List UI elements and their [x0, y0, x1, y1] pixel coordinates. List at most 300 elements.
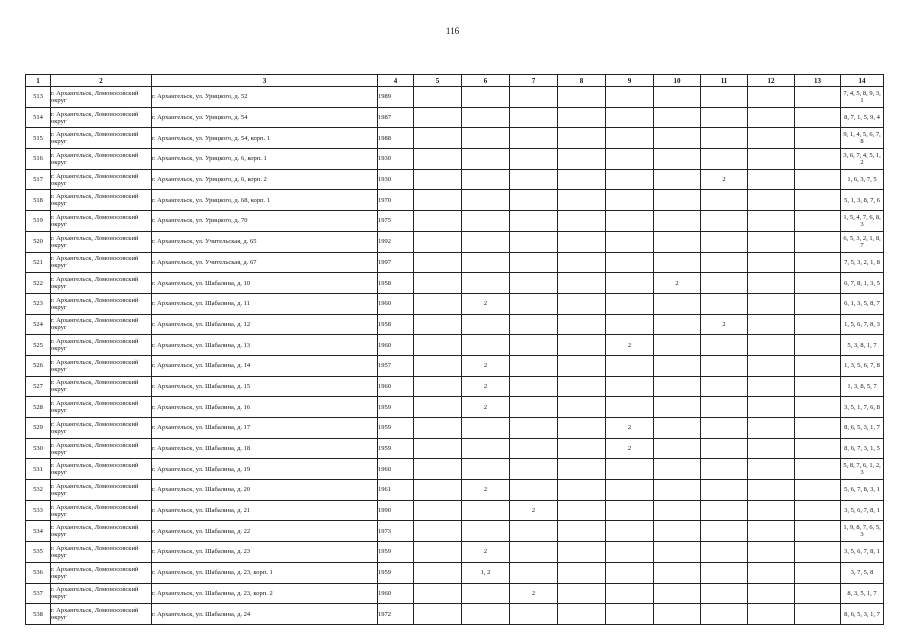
col10-cell [654, 314, 701, 335]
district-cell: г. Архангельск, Ломоносовский округ [51, 273, 152, 294]
col11-cell [701, 562, 748, 583]
col8-cell [558, 418, 606, 439]
col8-cell [558, 273, 606, 294]
col14-cell: 1, 5, 4, 7, 6, 8, 3 [841, 211, 884, 232]
table-row [26, 500, 884, 521]
col7-cell [510, 355, 558, 376]
col5-cell [414, 231, 462, 252]
row-number-cell: 538 [26, 604, 51, 625]
address-cell: г. Архангельск, ул. Шабалина, д. 10 [152, 273, 378, 294]
col8-cell [558, 438, 606, 459]
address-cell: г. Архангельск, ул. Шабалина, д. 24 [152, 604, 378, 625]
col8-cell [558, 521, 606, 542]
col5-cell [414, 500, 462, 521]
col11-cell [701, 438, 748, 459]
col14-cell: 5, 6, 7, 8, 3, 1 [841, 480, 884, 501]
district-cell: г. Архангельск, Ломоносовский округ [51, 418, 152, 439]
table-row [26, 293, 884, 314]
col7-cell [510, 604, 558, 625]
district-cell: г. Архангельск, Ломоносовский округ [51, 335, 152, 356]
col14-cell: 9, 1, 4, 5, 6, 7, 8 [841, 128, 884, 149]
col5-cell [414, 273, 462, 294]
column-header: 2 [51, 75, 152, 87]
row-number-cell: 520 [26, 231, 51, 252]
col14-cell: 8, 6, 5, 3, 1, 7 [841, 418, 884, 439]
col11-cell [701, 87, 748, 108]
col13-cell [795, 500, 841, 521]
col8-cell [558, 128, 606, 149]
col5-cell [414, 149, 462, 170]
col10-cell [654, 87, 701, 108]
row-number-cell: 529 [26, 418, 51, 439]
address-cell: г. Архангельск, ул. Урицкого, д. 70 [152, 211, 378, 232]
col8-cell [558, 252, 606, 273]
col14-cell: 1, 9, 8, 7, 6, 5, 3 [841, 521, 884, 542]
col12-cell [748, 521, 795, 542]
col11-cell [701, 459, 748, 480]
col13-cell [795, 542, 841, 563]
col7-cell [510, 231, 558, 252]
district-cell: г. Архангельск, Ломоносовский округ [51, 169, 152, 190]
col5-cell [414, 480, 462, 501]
column-header: 10 [654, 75, 701, 87]
column-header: 1 [26, 75, 51, 87]
col12-cell [748, 397, 795, 418]
col6-cell [462, 231, 510, 252]
col7-cell [510, 376, 558, 397]
table-row [26, 459, 884, 480]
year-cell: 1972 [378, 604, 414, 625]
col10-cell [654, 604, 701, 625]
district-cell: г. Архангельск, Ломоносовский округ [51, 107, 152, 128]
col5-cell [414, 169, 462, 190]
col6-cell [462, 87, 510, 108]
col5-cell [414, 438, 462, 459]
row-number-cell: 521 [26, 252, 51, 273]
table-row [26, 480, 884, 501]
col10-cell [654, 335, 701, 356]
col12-cell [748, 418, 795, 439]
col9-cell [606, 583, 654, 604]
table-row [26, 231, 884, 252]
address-cell: г. Архангельск, ул. Учительская, д. 67 [152, 252, 378, 273]
col14-cell: 8, 3, 5, 1, 7 [841, 583, 884, 604]
col8-cell [558, 335, 606, 356]
address-cell: г. Архангельск, ул. Шабалина, д. 14 [152, 355, 378, 376]
row-number-cell: 518 [26, 190, 51, 211]
col12-cell [748, 87, 795, 108]
col9-cell [606, 149, 654, 170]
col11-cell [701, 252, 748, 273]
registry-table [25, 74, 884, 625]
col11-cell [701, 293, 748, 314]
year-cell: 1959 [378, 542, 414, 563]
col5-cell [414, 211, 462, 232]
col8-cell [558, 562, 606, 583]
col13-cell [795, 293, 841, 314]
col6-cell [462, 438, 510, 459]
col9-cell: 2 [606, 418, 654, 439]
address-cell: г. Архангельск, ул. Шабалина, д. 21 [152, 500, 378, 521]
year-cell: 1970 [378, 190, 414, 211]
col7-cell [510, 149, 558, 170]
col9-cell: 2 [606, 438, 654, 459]
table-row [26, 107, 884, 128]
col13-cell [795, 459, 841, 480]
district-cell: г. Архангельск, Ломоносовский округ [51, 211, 152, 232]
district-cell: г. Архангельск, Ломоносовский округ [51, 252, 152, 273]
col12-cell [748, 500, 795, 521]
col8-cell [558, 149, 606, 170]
district-cell: г. Архангельск, Ломоносовский округ [51, 128, 152, 149]
year-cell: 1997 [378, 252, 414, 273]
col5-cell [414, 87, 462, 108]
col8-cell [558, 355, 606, 376]
col8-cell [558, 480, 606, 501]
col9-cell [606, 169, 654, 190]
table-row [26, 521, 884, 542]
col14-cell: 1, 5, 6, 7, 8, 3 [841, 314, 884, 335]
address-cell: г. Архангельск, ул. Урицкого, д. 54, корп. 1 [152, 128, 378, 149]
year-cell: 1930 [378, 169, 414, 190]
col10-cell [654, 562, 701, 583]
col9-cell [606, 293, 654, 314]
col6-cell [462, 128, 510, 149]
year-cell: 1959 [378, 438, 414, 459]
col5-cell [414, 107, 462, 128]
col13-cell [795, 231, 841, 252]
row-number-cell: 522 [26, 273, 51, 294]
col8-cell [558, 314, 606, 335]
col12-cell [748, 376, 795, 397]
col12-cell [748, 438, 795, 459]
col10-cell [654, 293, 701, 314]
col7-cell [510, 211, 558, 232]
col6-cell: 2 [462, 480, 510, 501]
col14-cell: 1, 3, 8, 5, 7 [841, 376, 884, 397]
address-cell: г. Архангельск, ул. Шабалина, д. 22 [152, 521, 378, 542]
col13-cell [795, 376, 841, 397]
address-cell: г. Архангельск, ул. Шабалина, д. 12 [152, 314, 378, 335]
col7-cell [510, 542, 558, 563]
col14-cell: 1, 3, 5, 6, 7, 8 [841, 355, 884, 376]
col10-cell [654, 149, 701, 170]
address-cell: г. Архангельск, ул. Шабалина, д. 11 [152, 293, 378, 314]
col7-cell: 2 [510, 500, 558, 521]
district-cell: г. Архангельск, Ломоносовский округ [51, 397, 152, 418]
table-row [26, 169, 884, 190]
address-cell: г. Архангельск, ул. Шабалина, д. 13 [152, 335, 378, 356]
column-header: 7 [510, 75, 558, 87]
col9-cell [606, 562, 654, 583]
col6-cell: 2 [462, 293, 510, 314]
col9-cell [606, 521, 654, 542]
col14-cell: 8, 7, 1, 5, 9, 4 [841, 107, 884, 128]
col13-cell [795, 252, 841, 273]
col10-cell [654, 355, 701, 376]
col8-cell [558, 397, 606, 418]
col8-cell [558, 459, 606, 480]
address-cell: г. Архангельск, ул. Шабалина, д. 20 [152, 480, 378, 501]
column-header: 12 [748, 75, 795, 87]
col5-cell [414, 376, 462, 397]
row-number-cell: 530 [26, 438, 51, 459]
col5-cell [414, 562, 462, 583]
row-number-cell: 533 [26, 500, 51, 521]
col8-cell [558, 542, 606, 563]
col12-cell [748, 480, 795, 501]
col12-cell [748, 252, 795, 273]
col14-cell: 5, 8, 7, 6, 1, 2, 3 [841, 459, 884, 480]
district-cell: г. Архангельск, Ломоносовский округ [51, 583, 152, 604]
col9-cell [606, 542, 654, 563]
column-header: 8 [558, 75, 606, 87]
col11-cell [701, 583, 748, 604]
col10-cell: 2 [654, 273, 701, 294]
header-row [26, 75, 884, 87]
district-cell: г. Архангельск, Ломоносовский округ [51, 521, 152, 542]
row-number-cell: 524 [26, 314, 51, 335]
row-number-cell: 516 [26, 149, 51, 170]
year-cell: 1988 [378, 128, 414, 149]
row-number-cell: 515 [26, 128, 51, 149]
row-number-cell: 535 [26, 542, 51, 563]
col6-cell [462, 211, 510, 232]
table-row [26, 273, 884, 294]
year-cell: 1973 [378, 521, 414, 542]
column-header: 6 [462, 75, 510, 87]
year-cell: 1960 [378, 459, 414, 480]
col9-cell [606, 376, 654, 397]
row-number-cell: 527 [26, 376, 51, 397]
address-cell: г. Архангельск, ул. Шабалина, д. 23, корп. 1 [152, 562, 378, 583]
year-cell: 1959 [378, 418, 414, 439]
col12-cell [748, 335, 795, 356]
col13-cell [795, 128, 841, 149]
table-row [26, 438, 884, 459]
col6-cell [462, 273, 510, 294]
table-row [26, 211, 884, 232]
col6-cell [462, 314, 510, 335]
col7-cell [510, 87, 558, 108]
col12-cell [748, 169, 795, 190]
col12-cell [748, 314, 795, 335]
table-row [26, 397, 884, 418]
col13-cell [795, 107, 841, 128]
col11-cell [701, 190, 748, 211]
col14-cell: 3, 5, 6, 7, 8, 1 [841, 542, 884, 563]
col7-cell: 2 [510, 583, 558, 604]
col8-cell [558, 604, 606, 625]
district-cell: г. Архангельск, Ломоносовский округ [51, 500, 152, 521]
column-header: 13 [795, 75, 841, 87]
col6-cell [462, 169, 510, 190]
col10-cell [654, 169, 701, 190]
column-header: 5 [414, 75, 462, 87]
address-cell: г. Архангельск, ул. Шабалина, д. 19 [152, 459, 378, 480]
col10-cell [654, 128, 701, 149]
row-number-cell: 532 [26, 480, 51, 501]
column-header: 3 [152, 75, 378, 87]
col13-cell [795, 355, 841, 376]
district-cell: г. Архангельск, Ломоносовский округ [51, 438, 152, 459]
col11-cell [701, 376, 748, 397]
address-cell: г. Архангельск, ул. Урицкого, д. 68, корп. 1 [152, 190, 378, 211]
col9-cell [606, 231, 654, 252]
col13-cell [795, 438, 841, 459]
col10-cell [654, 438, 701, 459]
col8-cell [558, 231, 606, 252]
col13-cell [795, 604, 841, 625]
table-body [26, 87, 884, 625]
col11-cell [701, 211, 748, 232]
col14-cell: 5, 1, 3, 8, 7, 6 [841, 190, 884, 211]
col5-cell [414, 542, 462, 563]
col10-cell [654, 542, 701, 563]
address-cell: г. Архангельск, ул. Урицкого, д. 6, корп. 1 [152, 149, 378, 170]
col6-cell [462, 500, 510, 521]
col14-cell: 8, 6, 5, 3, 1, 7 [841, 604, 884, 625]
table-row [26, 562, 884, 583]
col11-cell [701, 231, 748, 252]
col11-cell [701, 604, 748, 625]
col11-cell [701, 521, 748, 542]
table-row [26, 314, 884, 335]
col8-cell [558, 500, 606, 521]
col11-cell [701, 542, 748, 563]
year-cell: 1960 [378, 293, 414, 314]
district-cell: г. Архангельск, Ломоносовский округ [51, 562, 152, 583]
col12-cell [748, 562, 795, 583]
year-cell: 1959 [378, 397, 414, 418]
col14-cell: 8, 6, 7, 3, 1, 5 [841, 438, 884, 459]
col5-cell [414, 397, 462, 418]
address-cell: г. Архангельск, ул. Учительская, д. 65 [152, 231, 378, 252]
col10-cell [654, 500, 701, 521]
col7-cell [510, 480, 558, 501]
col9-cell [606, 273, 654, 294]
col12-cell [748, 583, 795, 604]
district-cell: г. Архангельск, Ломоносовский округ [51, 190, 152, 211]
table-row [26, 149, 884, 170]
col8-cell [558, 107, 606, 128]
table-row [26, 128, 884, 149]
col6-cell [462, 107, 510, 128]
district-cell: г. Архангельск, Ломоносовский округ [51, 459, 152, 480]
col10-cell [654, 418, 701, 439]
table-row [26, 542, 884, 563]
col9-cell [606, 107, 654, 128]
page-number: 116 [445, 26, 460, 36]
col12-cell [748, 273, 795, 294]
year-cell: 1987 [378, 107, 414, 128]
column-header: 14 [841, 75, 884, 87]
col9-cell [606, 87, 654, 108]
col10-cell [654, 376, 701, 397]
col12-cell [748, 542, 795, 563]
address-cell: г. Архангельск, ул. Шабалина, д. 16 [152, 397, 378, 418]
col13-cell [795, 190, 841, 211]
year-cell: 1959 [378, 562, 414, 583]
col8-cell [558, 376, 606, 397]
col10-cell [654, 459, 701, 480]
row-number-cell: 513 [26, 87, 51, 108]
district-cell: г. Архангельск, Ломоносовский округ [51, 480, 152, 501]
col12-cell [748, 190, 795, 211]
col10-cell [654, 480, 701, 501]
table-row [26, 190, 884, 211]
district-cell: г. Архангельск, Ломоносовский округ [51, 149, 152, 170]
col6-cell: 2 [462, 355, 510, 376]
district-cell: г. Архангельск, Ломоносовский округ [51, 542, 152, 563]
col11-cell [701, 273, 748, 294]
district-cell: г. Архангельск, Ломоносовский округ [51, 231, 152, 252]
col9-cell [606, 480, 654, 501]
col6-cell: 1, 2 [462, 562, 510, 583]
col5-cell [414, 459, 462, 480]
col6-cell [462, 604, 510, 625]
table-row [26, 355, 884, 376]
col7-cell [510, 273, 558, 294]
col10-cell [654, 397, 701, 418]
col12-cell [748, 293, 795, 314]
row-number-cell: 534 [26, 521, 51, 542]
col5-cell [414, 583, 462, 604]
col6-cell: 2 [462, 397, 510, 418]
col5-cell [414, 355, 462, 376]
table-row [26, 376, 884, 397]
col11-cell [701, 397, 748, 418]
column-header: 4 [378, 75, 414, 87]
col14-cell: 3, 5, 1, 7, 6, 8 [841, 397, 884, 418]
col5-cell [414, 314, 462, 335]
col9-cell [606, 314, 654, 335]
district-cell: г. Архангельск, Ломоносовский округ [51, 355, 152, 376]
row-number-cell: 526 [26, 355, 51, 376]
col5-cell [414, 293, 462, 314]
col5-cell [414, 128, 462, 149]
column-header: 11 [701, 75, 748, 87]
col7-cell [510, 335, 558, 356]
col7-cell [510, 418, 558, 439]
col9-cell [606, 500, 654, 521]
col10-cell [654, 231, 701, 252]
col13-cell [795, 169, 841, 190]
col12-cell [748, 459, 795, 480]
row-number-cell: 517 [26, 169, 51, 190]
year-cell: 1961 [378, 480, 414, 501]
col8-cell [558, 87, 606, 108]
col14-cell: 7, 5, 3, 2, 1, 8 [841, 252, 884, 273]
col13-cell [795, 397, 841, 418]
col7-cell [510, 293, 558, 314]
col5-cell [414, 418, 462, 439]
col13-cell [795, 211, 841, 232]
col11-cell [701, 418, 748, 439]
col7-cell [510, 107, 558, 128]
district-cell: г. Архангельск, Ломоносовский округ [51, 293, 152, 314]
col6-cell: 2 [462, 376, 510, 397]
row-number-cell: 528 [26, 397, 51, 418]
table-row [26, 87, 884, 108]
col6-cell [462, 418, 510, 439]
col12-cell [748, 604, 795, 625]
col13-cell [795, 273, 841, 294]
col5-cell [414, 190, 462, 211]
col7-cell [510, 397, 558, 418]
col11-cell [701, 480, 748, 501]
year-cell: 1960 [378, 376, 414, 397]
